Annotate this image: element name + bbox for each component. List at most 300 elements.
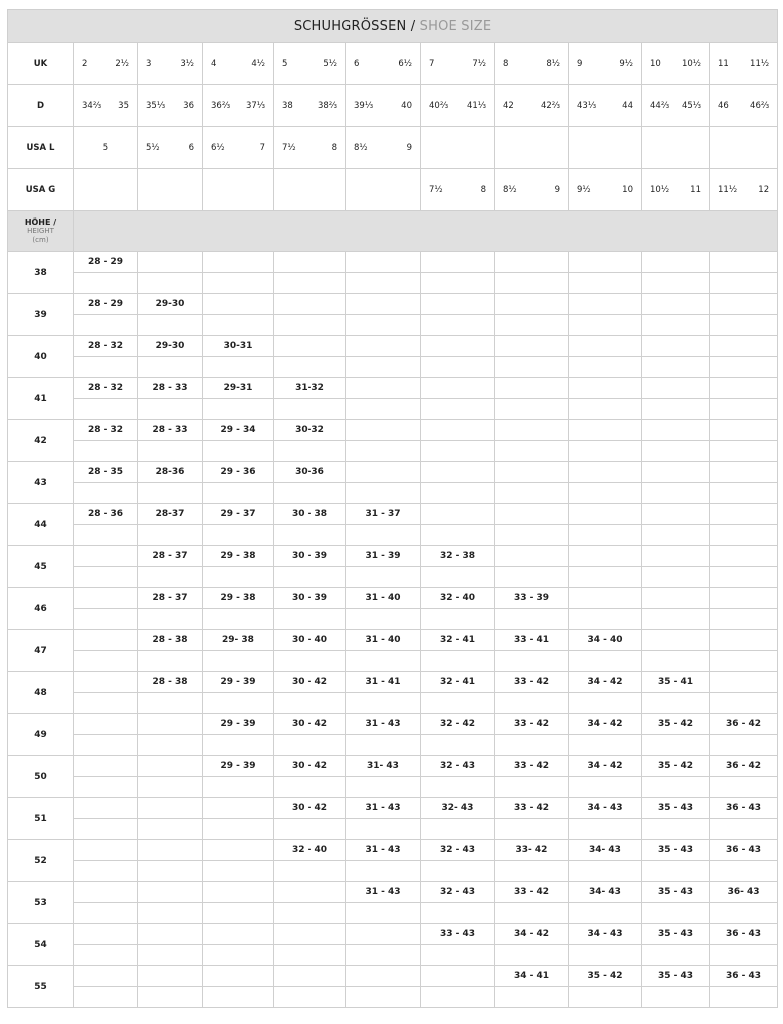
usa-l-row-cell (569, 127, 642, 169)
empty-cell (421, 399, 495, 420)
empty-cell (495, 987, 569, 1008)
uk-row-cell (203, 43, 274, 85)
size-range-cell: 34 - 42 (569, 714, 642, 735)
empty-cell (138, 651, 203, 672)
empty-cell (346, 609, 421, 630)
size-value: 9 (406, 142, 412, 153)
uk-row-cell (421, 43, 495, 85)
size-range-cell (203, 882, 274, 903)
empty-cell (74, 567, 138, 588)
empty-cell (74, 315, 138, 336)
size-range-cell: 29 - 39 (203, 756, 274, 777)
empty-cell (274, 357, 346, 378)
empty-cell (274, 441, 346, 462)
height-value: 46 (8, 588, 74, 630)
usa-l-row-cell (495, 127, 569, 169)
empty-cell (569, 861, 642, 882)
size-value: 8 (503, 58, 509, 69)
usa-l-row (8, 127, 778, 169)
table-row (8, 588, 778, 609)
size-value: 7½ (472, 58, 486, 69)
usa-l-row-cell (642, 127, 710, 169)
size-range-cell (74, 882, 138, 903)
size-range-cell: 31 - 40 (346, 588, 421, 609)
empty-cell (569, 525, 642, 546)
empty-cell (421, 441, 495, 462)
empty-cell (642, 651, 710, 672)
size-value: 39⅓ (354, 100, 374, 111)
table-row (8, 420, 778, 441)
table-title (8, 10, 778, 43)
empty-cell (569, 357, 642, 378)
empty-cell (710, 483, 778, 504)
table-row (8, 672, 778, 693)
size-range-cell (138, 798, 203, 819)
size-range-cell (274, 882, 346, 903)
empty-cell (710, 609, 778, 630)
empty-cell (642, 357, 710, 378)
size-range-cell: 33 - 41 (495, 630, 569, 651)
size-pair (495, 101, 568, 111)
size-value: 2½ (115, 58, 129, 69)
size-pair (710, 101, 777, 111)
size-range-cell: 31 - 43 (346, 882, 421, 903)
uk-row-cell (642, 43, 710, 85)
size-value: 9½ (577, 184, 591, 195)
empty-cell (421, 945, 495, 966)
size-pair (495, 59, 568, 69)
empty-cell (346, 735, 421, 756)
size-range-cell: 31 - 39 (346, 546, 421, 567)
size-range-cell: 35 - 42 (642, 714, 710, 735)
size-range-cell (710, 546, 778, 567)
empty-cell (274, 903, 346, 924)
empty-cell (642, 861, 710, 882)
empty-cell (138, 819, 203, 840)
empty-cell (495, 483, 569, 504)
size-range-cell: 31 - 43 (346, 840, 421, 861)
empty-cell (569, 735, 642, 756)
empty-cell (710, 399, 778, 420)
empty-cell (274, 861, 346, 882)
size-range-cell (495, 336, 569, 357)
empty-cell (203, 315, 274, 336)
empty-cell (569, 273, 642, 294)
empty-cell (203, 525, 274, 546)
size-range-cell: 36 - 43 (710, 924, 778, 945)
size-value: 3 (146, 58, 152, 69)
size-range-cell: 32- 43 (421, 798, 495, 819)
empty-cell (138, 693, 203, 714)
size-range-cell (421, 252, 495, 273)
size-range-cell (74, 630, 138, 651)
d-row-cell (274, 85, 346, 127)
empty-cell (203, 735, 274, 756)
empty-cell (495, 441, 569, 462)
size-range-cell (642, 294, 710, 315)
empty-cell (74, 483, 138, 504)
empty-cell (138, 903, 203, 924)
size-value: 35 (118, 100, 129, 111)
empty-cell (203, 861, 274, 882)
empty-cell (274, 483, 346, 504)
empty-cell (569, 987, 642, 1008)
table-row-spacer (8, 819, 778, 840)
empty-cell (346, 441, 421, 462)
size-range-cell: 33 - 42 (495, 756, 569, 777)
size-range-cell: 28 - 36 (74, 504, 138, 525)
empty-cell (138, 315, 203, 336)
size-range-cell (274, 924, 346, 945)
size-range-cell (274, 966, 346, 987)
table-row (8, 882, 778, 903)
table-row-spacer (8, 861, 778, 882)
empty-cell (203, 567, 274, 588)
size-value: 11½ (750, 58, 770, 69)
size-pair (569, 101, 641, 111)
uk-row-cell (274, 43, 346, 85)
d-row-cell (138, 85, 203, 127)
empty-cell (569, 777, 642, 798)
empty-cell (495, 315, 569, 336)
empty-cell (274, 399, 346, 420)
size-range-cell: 33 - 42 (495, 714, 569, 735)
size-value: 4½ (251, 58, 265, 69)
empty-cell (74, 735, 138, 756)
height-header-line2: HEIGHT (27, 226, 54, 235)
size-range-cell: 28 - 32 (74, 378, 138, 399)
size-range-cell (642, 630, 710, 651)
size-range-cell (74, 672, 138, 693)
d-row (8, 85, 778, 127)
height-value: 40 (8, 336, 74, 378)
empty-cell (421, 273, 495, 294)
usa-g-row-cell (138, 169, 203, 211)
empty-cell (495, 525, 569, 546)
size-range-cell: 30 - 42 (274, 756, 346, 777)
size-range-cell: 32 - 41 (421, 672, 495, 693)
size-range-cell: 31 - 37 (346, 504, 421, 525)
size-range-cell (203, 252, 274, 273)
empty-cell (642, 399, 710, 420)
size-range-cell (138, 924, 203, 945)
empty-cell (569, 819, 642, 840)
empty-cell (74, 861, 138, 882)
uk-row-cell (710, 43, 778, 85)
empty-cell (710, 525, 778, 546)
size-value: 9½ (619, 58, 633, 69)
empty-cell (203, 693, 274, 714)
size-value: 5½ (146, 142, 160, 153)
size-pair (421, 59, 494, 69)
empty-cell (203, 945, 274, 966)
size-range-cell: 32 - 38 (421, 546, 495, 567)
size-range-cell (346, 420, 421, 441)
uk-row (8, 43, 778, 85)
size-value: 34⅔ (82, 100, 102, 111)
empty-cell (421, 357, 495, 378)
empty-cell (569, 483, 642, 504)
empty-cell (421, 903, 495, 924)
empty-cell (138, 777, 203, 798)
empty-cell (495, 273, 569, 294)
size-range-cell: 35 - 43 (642, 966, 710, 987)
size-range-cell (138, 756, 203, 777)
size-value: 42⅔ (540, 100, 560, 111)
size-range-cell (710, 630, 778, 651)
d-row-cell (346, 85, 421, 127)
table-row-spacer (8, 609, 778, 630)
size-value: 11 (718, 58, 729, 69)
empty-cell (421, 651, 495, 672)
size-range-cell (346, 294, 421, 315)
size-range-cell (74, 546, 138, 567)
size-range-cell: 35 - 42 (569, 966, 642, 987)
usa-g-row-cell (710, 169, 778, 211)
size-range-cell (710, 336, 778, 357)
size-value: 6½ (211, 142, 225, 153)
height-value: 38 (8, 252, 74, 294)
size-range-cell (74, 588, 138, 609)
size-range-cell: 31 - 40 (346, 630, 421, 651)
size-pair (346, 143, 420, 153)
usa-g-row-cell (642, 169, 710, 211)
size-range-cell (642, 462, 710, 483)
size-range-cell: 28 - 32 (74, 420, 138, 441)
size-range-cell (710, 420, 778, 441)
empty-cell (495, 567, 569, 588)
empty-cell (274, 819, 346, 840)
size-range-cell: 35 - 43 (642, 924, 710, 945)
size-range-cell: 33 - 39 (495, 588, 569, 609)
size-range-cell: 30 - 42 (274, 672, 346, 693)
size-range-cell (74, 798, 138, 819)
size-range-cell (710, 588, 778, 609)
size-value: 10 (622, 184, 633, 195)
size-range-cell: 28 - 38 (138, 672, 203, 693)
empty-cell (74, 399, 138, 420)
uk-row-cell (346, 43, 421, 85)
size-range-cell: 36 - 42 (710, 714, 778, 735)
empty-cell (274, 693, 346, 714)
size-range-cell (203, 294, 274, 315)
size-range-cell (274, 252, 346, 273)
empty-cell (642, 693, 710, 714)
size-range-cell (74, 714, 138, 735)
size-range-cell: 35 - 41 (642, 672, 710, 693)
usa-l-row-cell (203, 127, 274, 169)
empty-cell (274, 609, 346, 630)
size-range-cell (642, 588, 710, 609)
size-value: 8½ (354, 142, 368, 153)
height-header-line3: (cm) (32, 235, 49, 244)
size-range-cell (495, 504, 569, 525)
usa-g-row-cell (74, 169, 138, 211)
empty-cell (495, 777, 569, 798)
empty-cell (74, 357, 138, 378)
height-value: 44 (8, 504, 74, 546)
empty-cell (346, 567, 421, 588)
size-range-cell: 33 - 42 (495, 798, 569, 819)
size-pair (421, 185, 494, 195)
empty-cell (346, 987, 421, 1008)
table-row (8, 294, 778, 315)
size-range-cell: 28-37 (138, 504, 203, 525)
size-range-cell: 32 - 40 (274, 840, 346, 861)
empty-cell (421, 735, 495, 756)
empty-cell (74, 987, 138, 1008)
empty-cell (710, 945, 778, 966)
empty-cell (710, 987, 778, 1008)
size-range-cell (642, 546, 710, 567)
table-row-spacer (8, 567, 778, 588)
size-value: 5½ (323, 58, 337, 69)
size-range-cell: 34 - 41 (495, 966, 569, 987)
size-value: 7 (259, 142, 265, 153)
height-value: 41 (8, 378, 74, 420)
size-value: 8 (480, 184, 486, 195)
empty-cell (346, 777, 421, 798)
size-range-cell (569, 294, 642, 315)
size-value: 10½ (650, 184, 670, 195)
size-range-cell: 34 - 42 (569, 672, 642, 693)
empty-cell (710, 903, 778, 924)
size-range-cell (495, 252, 569, 273)
d-row-cell (642, 85, 710, 127)
empty-cell (346, 483, 421, 504)
usa-g-row-cell (346, 169, 421, 211)
size-value: 40⅔ (429, 100, 449, 111)
table-row (8, 462, 778, 483)
empty-cell (346, 651, 421, 672)
size-value: 45⅓ (681, 100, 701, 111)
empty-cell (138, 567, 203, 588)
size-pair (642, 101, 709, 111)
size-range-cell: 33- 42 (495, 840, 569, 861)
size-range-cell (569, 336, 642, 357)
size-range-cell: 29 - 39 (203, 714, 274, 735)
size-range-cell: 30 - 39 (274, 546, 346, 567)
size-range-cell (642, 420, 710, 441)
empty-cell (495, 819, 569, 840)
empty-cell (495, 945, 569, 966)
table-row (8, 798, 778, 819)
usa-l-row-label: USA L (8, 127, 74, 169)
empty-cell (710, 651, 778, 672)
size-range-cell: 30 - 39 (274, 588, 346, 609)
size-pair (74, 101, 137, 111)
usa-g-row-label: USA G (8, 169, 74, 211)
empty-cell (710, 819, 778, 840)
size-value: 2 (82, 58, 88, 69)
height-value: 42 (8, 420, 74, 462)
empty-cell (642, 567, 710, 588)
size-pair (203, 59, 273, 69)
size-value: 6 (354, 58, 360, 69)
size-range-cell (346, 336, 421, 357)
size-range-cell (495, 546, 569, 567)
size-pair (138, 59, 202, 69)
usa-g-row-cell (569, 169, 642, 211)
empty-cell (421, 777, 495, 798)
table-row (8, 336, 778, 357)
table-row-spacer (8, 987, 778, 1008)
size-range-cell: 33 - 43 (421, 924, 495, 945)
size-range-cell (642, 252, 710, 273)
empty-cell (274, 987, 346, 1008)
empty-cell (495, 651, 569, 672)
table-row-spacer (8, 273, 778, 294)
size-range-cell: 32 - 43 (421, 840, 495, 861)
size-value: 42 (503, 100, 514, 111)
usa-l-row-cell (74, 127, 138, 169)
size-range-cell: 34 - 43 (569, 924, 642, 945)
empty-cell (421, 315, 495, 336)
size-range-cell (642, 504, 710, 525)
table-row (8, 378, 778, 399)
size-range-cell (710, 252, 778, 273)
size-range-cell: 32 - 42 (421, 714, 495, 735)
uk-row-cell (74, 43, 138, 85)
size-range-cell: 28 - 32 (74, 336, 138, 357)
usa-l-row-cell (274, 127, 346, 169)
empty-cell (642, 945, 710, 966)
size-range-cell (138, 966, 203, 987)
size-range-cell: 29 - 38 (203, 546, 274, 567)
size-range-cell (642, 378, 710, 399)
empty-cell (642, 525, 710, 546)
height-value: 39 (8, 294, 74, 336)
size-range-cell: 28 - 38 (138, 630, 203, 651)
title-main: SCHUHGRÖSSEN / (293, 18, 420, 34)
d-row-cell (421, 85, 495, 127)
size-range-cell (138, 882, 203, 903)
size-value: 11½ (718, 184, 738, 195)
size-range-cell (495, 294, 569, 315)
empty-cell (138, 861, 203, 882)
size-range-cell (421, 420, 495, 441)
table-row (8, 546, 778, 567)
uk-row-cell (495, 43, 569, 85)
empty-cell (138, 273, 203, 294)
size-value: 40 (401, 100, 412, 111)
size-range-cell (274, 336, 346, 357)
empty-cell (710, 315, 778, 336)
empty-cell (569, 399, 642, 420)
size-value: 41⅓ (466, 100, 486, 111)
empty-cell (642, 609, 710, 630)
empty-cell (642, 315, 710, 336)
empty-cell (495, 399, 569, 420)
height-value: 45 (8, 546, 74, 588)
empty-cell (203, 651, 274, 672)
size-range-cell: 29 - 36 (203, 462, 274, 483)
size-range-cell (569, 252, 642, 273)
size-range-cell (74, 924, 138, 945)
table-row-spacer (8, 315, 778, 336)
size-range-cell (346, 252, 421, 273)
empty-cell (710, 861, 778, 882)
empty-cell (495, 735, 569, 756)
uk-row-cell (569, 43, 642, 85)
empty-cell (74, 903, 138, 924)
size-value: 36 (183, 100, 194, 111)
table-row (8, 630, 778, 651)
height-value: 54 (8, 924, 74, 966)
empty-cell (642, 819, 710, 840)
table-row (8, 756, 778, 777)
empty-cell (274, 567, 346, 588)
